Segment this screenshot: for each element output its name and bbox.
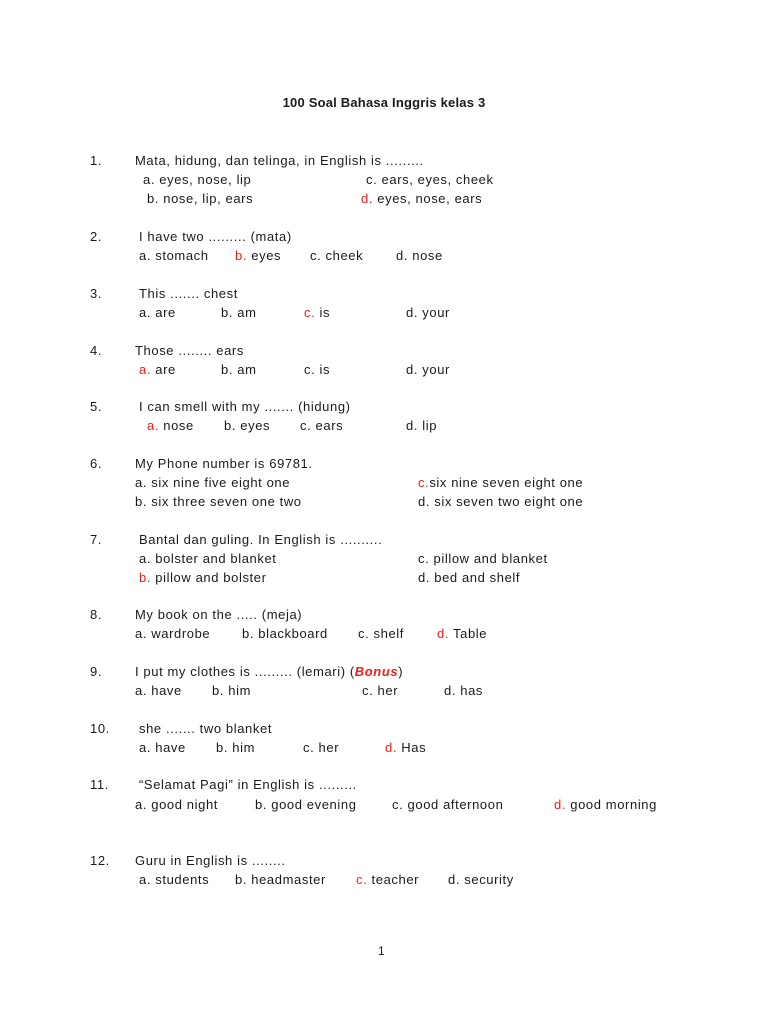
option-text: good afternoon — [407, 797, 504, 812]
option-letter: c. — [310, 248, 322, 263]
question-text: I have two ......... (mata) — [139, 229, 292, 244]
question-text: Those ........ ears — [135, 343, 244, 358]
option-letter: a. — [139, 248, 152, 263]
option-b — [235, 872, 326, 887]
option-text: bed and shelf — [434, 570, 521, 585]
option-c — [310, 248, 363, 263]
option-text: have — [151, 683, 182, 698]
option-letter: a. — [135, 797, 148, 812]
option-letter: d. — [444, 683, 457, 698]
question-text: Mata, hidung, dan telinga, in English is ......... — [135, 153, 424, 168]
option-c-correct — [356, 872, 419, 887]
option-letter: d. — [406, 418, 419, 433]
question-number: 2. — [90, 229, 103, 244]
option-a — [139, 872, 209, 887]
option-letter: a. — [139, 872, 152, 887]
option-letter: d. — [448, 872, 461, 887]
option-letter: d. — [406, 305, 419, 320]
answer-key-letter: d. — [554, 797, 567, 812]
option-text: nose — [412, 248, 443, 263]
option-c — [362, 683, 398, 698]
option-c — [418, 551, 548, 566]
option-a — [143, 172, 251, 187]
question-text: I can smell with my ....... (hidung) — [139, 399, 351, 414]
option-d — [418, 570, 520, 585]
question-number: 4. — [90, 343, 103, 358]
option-text: are — [155, 305, 176, 320]
question-text-close: ) — [398, 664, 404, 679]
question-number: 1. — [90, 153, 103, 168]
option-text: eyes — [251, 248, 282, 263]
option-letter: a. — [139, 305, 152, 320]
option-letter: a. — [139, 551, 152, 566]
option-text: good night — [151, 797, 218, 812]
answer-key-letter: a. — [139, 362, 152, 377]
option-letter: c. — [418, 551, 430, 566]
answer-key-letter: c. — [418, 475, 430, 490]
option-a — [139, 305, 176, 320]
option-text: ears, eyes, cheek — [381, 172, 494, 187]
option-d-correct — [385, 740, 426, 755]
option-text: cheek — [325, 248, 364, 263]
option-c-correct — [304, 305, 330, 320]
answer-key-letter: b. — [235, 248, 248, 263]
option-d — [406, 418, 437, 433]
question-text-main: I put my clothes is ......... (lemari) ( — [135, 664, 355, 679]
option-text: your — [422, 305, 450, 320]
option-letter: c. — [358, 626, 370, 641]
option-text: six nine five eight one — [151, 475, 291, 490]
option-letter: b. — [221, 305, 234, 320]
option-d — [448, 872, 514, 887]
option-b — [147, 191, 253, 206]
option-letter: c. — [366, 172, 378, 187]
question-number: 8. — [90, 607, 103, 622]
question-text: My book on the ..... (meja) — [135, 607, 303, 622]
option-text: six seven two eight one — [434, 494, 584, 509]
option-d — [444, 683, 483, 698]
option-letter: c. — [392, 797, 404, 812]
option-b — [212, 683, 251, 698]
question-number: 6. — [90, 456, 103, 471]
option-text: stomach — [155, 248, 209, 263]
option-b — [224, 418, 270, 433]
option-letter: d. — [418, 494, 431, 509]
question-number: 7. — [90, 532, 103, 547]
question-text: This ....... chest — [139, 286, 238, 301]
answer-key-letter: d. — [361, 191, 374, 206]
answer-key-letter: d. — [385, 740, 398, 755]
option-a — [139, 248, 209, 263]
question-number: 11. — [90, 777, 109, 792]
option-text: her — [377, 683, 399, 698]
option-text: are — [155, 362, 176, 377]
page-title: 100 Soal Bahasa Inggris kelas 3 — [282, 95, 486, 110]
option-a — [135, 626, 210, 641]
option-letter: b. — [135, 494, 148, 509]
option-letter: b. — [212, 683, 225, 698]
option-a — [139, 740, 186, 755]
option-c — [366, 172, 494, 187]
answer-key-letter: c. — [356, 872, 368, 887]
option-text: bolster and blanket — [155, 551, 277, 566]
option-c — [303, 740, 339, 755]
question-number: 5. — [90, 399, 103, 414]
option-b — [221, 362, 257, 377]
option-a — [135, 475, 290, 490]
answer-key-letter: c. — [304, 305, 316, 320]
option-text: Table — [453, 626, 488, 641]
option-text: nose, lip, ears — [163, 191, 254, 206]
option-letter: b. — [255, 797, 268, 812]
option-text: eyes — [240, 418, 271, 433]
option-letter: b. — [221, 362, 234, 377]
option-text: your — [422, 362, 450, 377]
option-text: pillow and blanket — [433, 551, 548, 566]
bonus-label: Bonus — [354, 664, 399, 679]
option-c-correct — [418, 475, 583, 490]
option-d — [418, 494, 583, 509]
option-letter: c. — [303, 740, 315, 755]
option-c — [300, 418, 343, 433]
option-letter: b. — [216, 740, 229, 755]
option-text: ears — [315, 418, 344, 433]
option-text: is — [319, 305, 331, 320]
option-letter: b. — [242, 626, 255, 641]
option-letter: a. — [139, 740, 152, 755]
option-letter: c. — [362, 683, 374, 698]
option-text: good morning — [570, 797, 657, 812]
option-text: eyes, nose, lip — [159, 172, 252, 187]
question-text: she ....... two blanket — [139, 721, 273, 736]
option-letter: a. — [135, 683, 148, 698]
option-letter: a. — [143, 172, 156, 187]
option-text: security — [464, 872, 514, 887]
answer-key-letter: d. — [437, 626, 450, 641]
option-text: wardrobe — [151, 626, 211, 641]
option-b — [242, 626, 328, 641]
option-letter: d. — [396, 248, 409, 263]
option-d — [406, 305, 450, 320]
option-d — [396, 248, 443, 263]
option-b — [135, 494, 302, 509]
page-number: 1 — [378, 944, 386, 958]
option-text: pillow and bolster — [155, 570, 267, 585]
option-text: shelf — [373, 626, 404, 641]
option-text: teacher — [371, 872, 420, 887]
question-number: 10. — [90, 721, 110, 736]
option-text: is — [319, 362, 331, 377]
option-a-correct — [139, 362, 176, 377]
option-d-correct — [361, 191, 482, 206]
question-text: Bantal dan guling. In English is .......... — [139, 532, 383, 547]
option-letter: c. — [300, 418, 312, 433]
question-text: Guru in English is ........ — [135, 853, 286, 868]
option-b — [255, 797, 357, 812]
option-b — [221, 305, 257, 320]
option-text: nose — [163, 418, 194, 433]
option-letter: a. — [135, 626, 148, 641]
question-number: 9. — [90, 664, 103, 679]
option-a — [139, 551, 277, 566]
answer-key-letter: b. — [139, 570, 152, 585]
option-letter: d. — [406, 362, 419, 377]
option-text: six nine seven eight one — [429, 475, 584, 490]
option-letter: b. — [235, 872, 248, 887]
option-c — [392, 797, 503, 812]
option-text: him — [232, 740, 256, 755]
option-b-correct — [139, 570, 267, 585]
option-text: have — [155, 740, 186, 755]
option-letter: c. — [304, 362, 316, 377]
option-d-correct — [554, 797, 657, 812]
option-text: six three seven one two — [151, 494, 302, 509]
option-text: blackboard — [258, 626, 328, 641]
question-number: 12. — [90, 853, 110, 868]
option-letter: b. — [224, 418, 237, 433]
option-c — [304, 362, 330, 377]
option-text: am — [237, 305, 257, 320]
question-text: “Selamat Pagi” in English is ......... — [139, 777, 357, 792]
option-c — [358, 626, 404, 641]
option-letter: d. — [418, 570, 431, 585]
option-text: eyes, nose, ears — [377, 191, 483, 206]
question-text: My Phone number is 69781. — [135, 456, 313, 471]
option-text: good evening — [271, 797, 357, 812]
option-b — [216, 740, 255, 755]
option-letter: a. — [135, 475, 148, 490]
option-text: has — [460, 683, 484, 698]
option-text: students — [155, 872, 210, 887]
option-a — [135, 797, 218, 812]
option-a-correct — [147, 418, 194, 433]
option-text: him — [228, 683, 252, 698]
option-d — [406, 362, 450, 377]
option-text: Has — [401, 740, 427, 755]
option-text: headmaster — [251, 872, 326, 887]
answer-key-letter: a. — [147, 418, 160, 433]
option-text: her — [318, 740, 340, 755]
option-a — [135, 683, 182, 698]
option-letter: b. — [147, 191, 160, 206]
option-text: am — [237, 362, 257, 377]
question-number: 3. — [90, 286, 103, 301]
option-d-correct — [437, 626, 487, 641]
question-text — [135, 664, 403, 679]
option-b-correct — [235, 248, 281, 263]
option-text: lip — [422, 418, 438, 433]
